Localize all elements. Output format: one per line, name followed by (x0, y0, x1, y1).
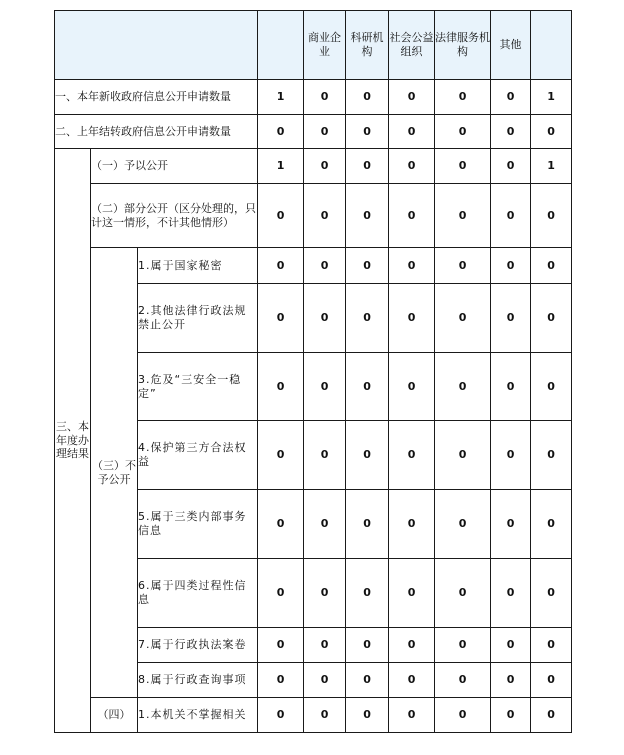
cell-value: 0 (531, 184, 572, 248)
cell-value: 0 (435, 149, 491, 184)
cell-value: 0 (389, 149, 435, 184)
cell-value: 0 (389, 490, 435, 559)
cell-value: 0 (304, 353, 346, 421)
cell-value: 0 (346, 184, 389, 248)
header-blank-cell (55, 11, 258, 80)
cell-value: 0 (435, 284, 491, 353)
cell-value: 1 (258, 80, 304, 115)
cell-value: 0 (304, 115, 346, 149)
cell-value: 0 (258, 248, 304, 284)
header-social: 社会公益组织 (389, 11, 435, 80)
cell-value: 0 (531, 248, 572, 284)
cell-value: 0 (491, 80, 531, 115)
cell-value: 0 (346, 490, 389, 559)
cell-value: 0 (491, 149, 531, 184)
cell-value: 0 (258, 698, 304, 733)
cell-value: 0 (389, 421, 435, 490)
cell-value: 0 (531, 559, 572, 628)
row-label-law-prohibited: 2.其他法律行政法规禁止公开 (138, 284, 258, 353)
cell-value: 0 (389, 698, 435, 733)
cell-value: 1 (531, 80, 572, 115)
cell-value: 0 (304, 284, 346, 353)
section-label-results: 三、本年度办理结果 (55, 149, 91, 733)
cell-value: 0 (435, 248, 491, 284)
cell-value: 0 (346, 559, 389, 628)
table-row (55, 80, 572, 115)
cell-value: 0 (389, 248, 435, 284)
cell-value: 0 (346, 663, 389, 698)
cell-value: 0 (435, 698, 491, 733)
cell-value: 0 (346, 284, 389, 353)
cell-value: 0 (491, 353, 531, 421)
group-label-not-disclosed: （三）不予公开 (91, 248, 138, 698)
cell-value: 0 (435, 353, 491, 421)
cell-value: 0 (304, 248, 346, 284)
cell-value: 0 (258, 559, 304, 628)
header-total (531, 11, 572, 80)
header-business: 商业企业 (304, 11, 346, 80)
cell-value: 0 (435, 628, 491, 663)
cell-value: 0 (531, 353, 572, 421)
cell-value: 0 (491, 628, 531, 663)
cell-value: 0 (258, 115, 304, 149)
table-row (55, 184, 572, 248)
cell-value: 0 (258, 353, 304, 421)
cell-value: 0 (491, 115, 531, 149)
cell-value: 0 (491, 421, 531, 490)
group-label-four: （四） (91, 698, 138, 733)
cell-value: 0 (346, 353, 389, 421)
cell-value: 0 (435, 184, 491, 248)
cell-value: 0 (389, 559, 435, 628)
cell-value: 0 (531, 115, 572, 149)
cell-value: 0 (304, 149, 346, 184)
row-label-carried-over: 二、上年结转政府信息公开申请数量 (55, 115, 258, 149)
row-label-three-security: 3.危及“三安全一稳定” (138, 353, 258, 421)
row-label-partial: （二）部分公开（区分处理的，只计这一情形，不计其他情形） (91, 184, 258, 248)
table-row (55, 149, 572, 184)
cell-value: 0 (346, 421, 389, 490)
row-label-state-secret: 1.属于国家秘密 (138, 248, 258, 284)
cell-value: 0 (346, 115, 389, 149)
cell-value: 0 (435, 663, 491, 698)
cell-value: 0 (346, 80, 389, 115)
cell-value: 0 (491, 698, 531, 733)
cell-value: 0 (258, 184, 304, 248)
cell-value: 0 (435, 115, 491, 149)
cell-value: 0 (389, 80, 435, 115)
cell-value: 1 (531, 149, 572, 184)
cell-value: 0 (435, 421, 491, 490)
cell-value: 0 (491, 284, 531, 353)
cell-value: 0 (531, 490, 572, 559)
header-other: 其他 (491, 11, 531, 80)
header-natural-person (258, 11, 304, 80)
cell-value: 0 (531, 284, 572, 353)
cell-value: 0 (389, 663, 435, 698)
cell-value: 0 (435, 80, 491, 115)
row-label-disclosed: （一）予以公开 (91, 149, 258, 184)
cell-value: 0 (258, 628, 304, 663)
cell-value: 0 (346, 698, 389, 733)
row-label-enforcement-files: 7.属于行政执法案卷 (138, 628, 258, 663)
cell-value: 0 (346, 149, 389, 184)
cell-value: 0 (491, 184, 531, 248)
cell-value: 0 (258, 490, 304, 559)
row-label-internal-affairs: 5.属于三类内部事务信息 (138, 490, 258, 559)
cell-value: 0 (531, 421, 572, 490)
cell-value: 1 (258, 149, 304, 184)
cell-value: 0 (389, 184, 435, 248)
cell-value: 0 (304, 663, 346, 698)
cell-value: 0 (304, 698, 346, 733)
cell-value: 0 (531, 628, 572, 663)
cell-value: 0 (389, 353, 435, 421)
cell-value: 0 (531, 663, 572, 698)
cell-value: 0 (304, 628, 346, 663)
cell-value: 0 (491, 559, 531, 628)
header-research: 科研机构 (346, 11, 389, 80)
row-label-third-party: 4.保护第三方合法权益 (138, 421, 258, 490)
table-row (55, 248, 572, 284)
cell-value: 0 (304, 559, 346, 628)
cell-value: 0 (389, 115, 435, 149)
cell-value: 0 (304, 80, 346, 115)
cell-value: 0 (258, 284, 304, 353)
cell-value: 0 (435, 559, 491, 628)
cell-value: 0 (346, 628, 389, 663)
cell-value: 0 (435, 490, 491, 559)
row-label-new-applications: 一、本年新收政府信息公开申请数量 (55, 80, 258, 115)
cell-value: 0 (389, 628, 435, 663)
cell-value: 0 (389, 284, 435, 353)
cell-value: 0 (258, 421, 304, 490)
cell-value: 0 (491, 490, 531, 559)
cell-value: 0 (531, 698, 572, 733)
table-row (55, 115, 572, 149)
cell-value: 0 (304, 184, 346, 248)
government-info-disclosure-table (54, 10, 572, 733)
cell-value: 0 (491, 663, 531, 698)
row-label-process-info: 6.属于四类过程性信息 (138, 559, 258, 628)
cell-value: 0 (304, 421, 346, 490)
header-row (55, 11, 572, 80)
row-label-not-held: 1.本机关不掌握相关 (138, 698, 258, 733)
cell-value: 0 (258, 663, 304, 698)
row-label-admin-query: 8.属于行政查询事项 (138, 663, 258, 698)
cell-value: 0 (491, 248, 531, 284)
cell-value: 0 (346, 248, 389, 284)
cell-value: 0 (304, 490, 346, 559)
header-legal: 法律服务机构 (435, 11, 491, 80)
table-row (55, 698, 572, 733)
